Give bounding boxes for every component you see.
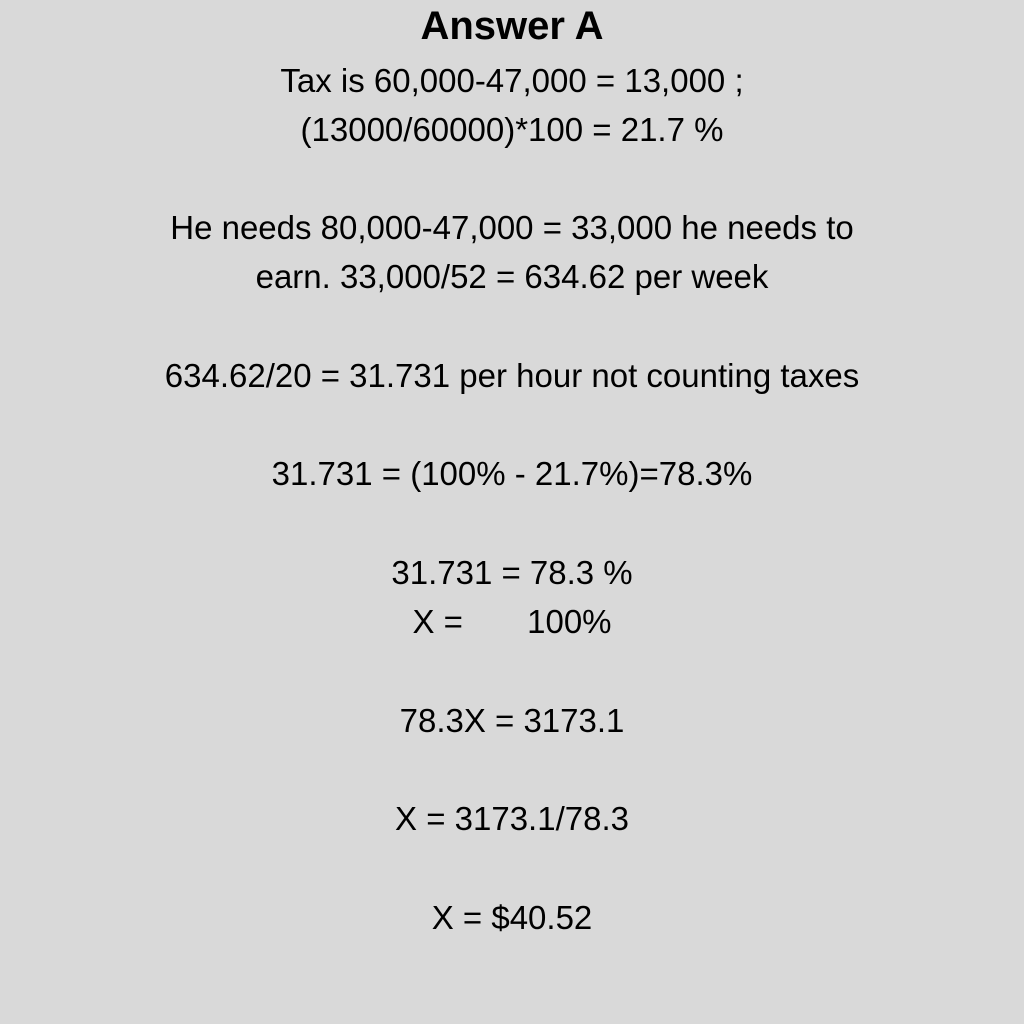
equation-line: 78.3X = 3173.1 — [399, 702, 625, 739]
proportion-line-1: 31.731 = 78.3 % — [391, 554, 633, 591]
hourly-rate-line: 634.62/20 = 31.731 per hour not counting taxes — [164, 357, 860, 394]
proportion-line-2: X = 100% — [412, 603, 612, 640]
tax-percent-line: (13000/60000)*100 = 21.7 % — [300, 111, 724, 148]
final-answer-line: X = $40.52 — [431, 899, 593, 936]
division-line: X = 3173.1/78.3 — [395, 800, 629, 837]
net-percent-line: 31.731 = (100% - 21.7%)=78.3% — [271, 455, 753, 492]
tax-calc-line: Tax is 60,000-47,000 = 13,000 ; — [280, 62, 744, 99]
answer-title: Answer A — [420, 4, 604, 48]
weekly-earn-line: earn. 33,000/52 = 634.62 per week — [255, 258, 769, 295]
needs-calc-line: He needs 80,000-47,000 = 33,000 he needs to — [170, 209, 854, 246]
